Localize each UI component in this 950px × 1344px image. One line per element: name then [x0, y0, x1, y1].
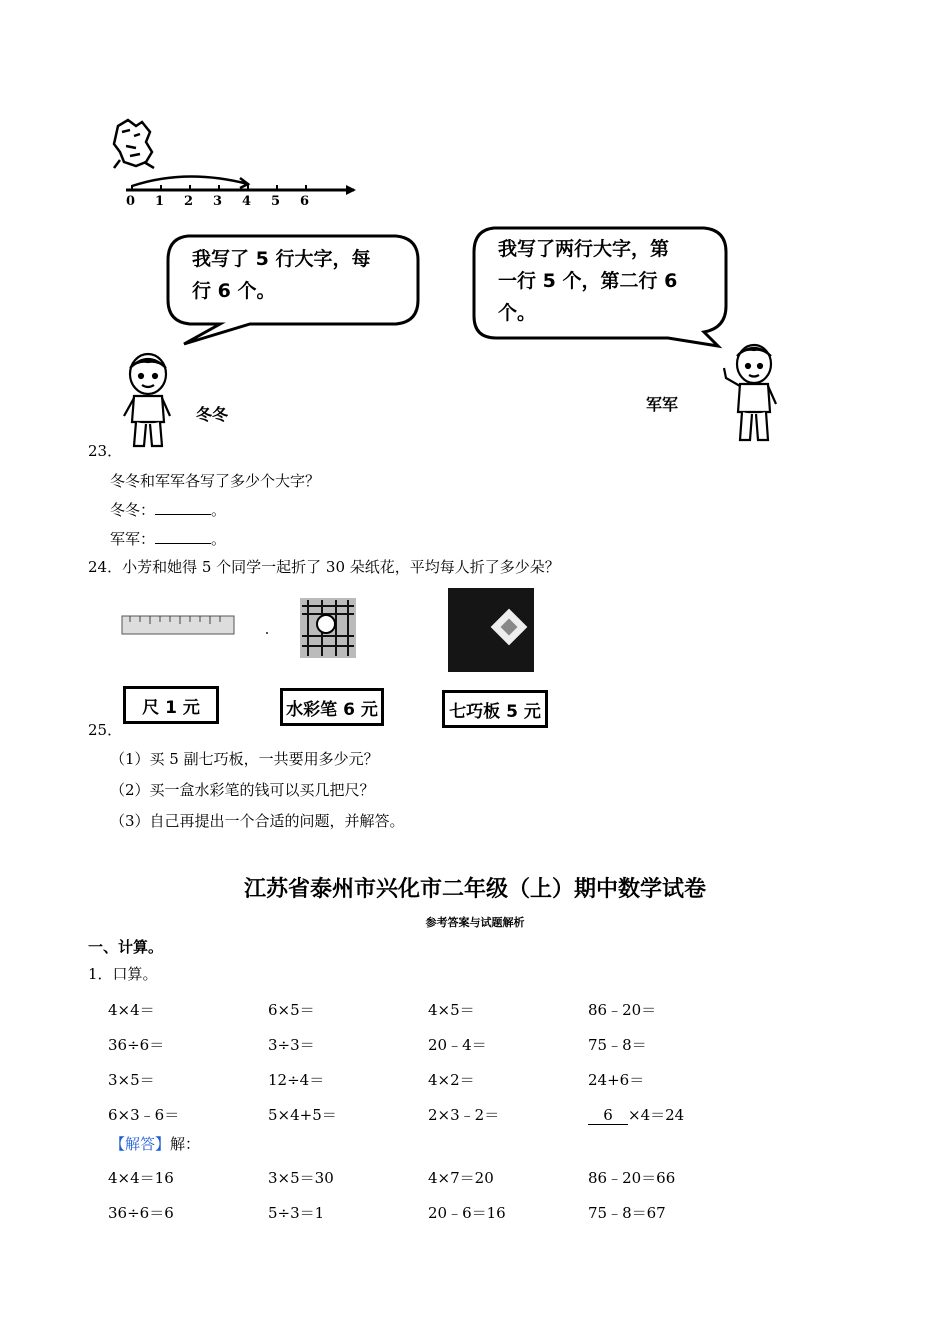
answer: 4×7＝20 [428, 1169, 494, 1187]
tick-label: 1 [155, 194, 165, 209]
section-heading: 一、计算。 [88, 938, 164, 956]
question-24-text: 24．小芳和她得 5 个同学一起折了 30 朵纸花，平均每人折了多少朵？ [88, 558, 560, 576]
price-tag-tangram: 七巧板 5 元 [442, 690, 548, 728]
answer: 4×4＝16 [108, 1169, 174, 1187]
bubble-line: 我写了 5 行大字，每 [192, 248, 371, 270]
answer-line-junjun [110, 529, 226, 549]
exercise: 3×5＝ [108, 1071, 155, 1089]
answer: 75﹣8＝67 [588, 1204, 666, 1222]
answer-line-dongdong [110, 500, 226, 520]
exercise: 4×5＝ [428, 1001, 475, 1019]
question-25-sub-3: （3）自己再提出一个合适的问题，并解答。 [110, 812, 405, 830]
tick-label: 6 [300, 194, 310, 209]
boy-junjun-icon [720, 342, 784, 446]
answer: 36÷6＝6 [108, 1204, 174, 1222]
exercise: 4×2＝ [428, 1071, 475, 1089]
question-25-number: 25． [88, 721, 123, 739]
answer: 3×5＝30 [268, 1169, 334, 1187]
tick-label: 4 [242, 194, 252, 209]
exercise: 6×5＝ [268, 1001, 315, 1019]
bubble-line: 行 6 个。 [192, 280, 276, 302]
exercise-fill-in [588, 1104, 684, 1125]
question-23-number: 23． [88, 442, 123, 460]
period: 。 [211, 530, 227, 548]
tick-label: 0 [126, 194, 136, 209]
question-25-sub-2: （2）买一盒水彩笔的钱可以买几把尺？ [110, 781, 375, 799]
bubble-line: 一行 5 个，第二行 6 [498, 270, 678, 292]
number-line-ticks [120, 192, 350, 210]
answer-key-title: 江苏省泰州市兴化市二年级（上）期中数学试卷 [243, 876, 706, 902]
ruler-image [120, 612, 270, 640]
answer: 5÷3＝1 [268, 1204, 325, 1222]
question-25-sub-1: （1）买 5 副七巧板，一共要用多少元？ [110, 750, 379, 768]
exercise: 20﹣4＝ [428, 1036, 487, 1054]
answer-heading [110, 1134, 200, 1154]
answer-blank[interactable] [155, 529, 211, 544]
exercise: 86﹣20＝ [588, 1001, 657, 1019]
filled-blank: 6 [588, 1106, 628, 1125]
question-23-text: 冬冬和军军各写了多少个大字？ [110, 472, 321, 490]
answer-label: 冬冬： [110, 501, 156, 519]
name-junjun: 军军 [646, 395, 679, 414]
exercise: 36÷6＝ [108, 1036, 165, 1054]
bubble-line: 我写了两行大字，第 [498, 238, 670, 260]
answer-blank[interactable] [155, 500, 211, 515]
exercise: 5×4+5＝ [268, 1106, 337, 1124]
answer-suffix: 解： [170, 1135, 201, 1153]
exercise: 4×4＝ [108, 1001, 155, 1019]
exercise: 12÷4＝ [268, 1071, 325, 1089]
period: 。 [211, 501, 227, 519]
kangaroo-icon [114, 120, 154, 168]
exercise: 75﹣8＝ [588, 1036, 647, 1054]
exercise: 3÷3＝ [268, 1036, 315, 1054]
speech-bubble-left-text [192, 243, 370, 307]
exercise: 6×3﹣6＝ [108, 1106, 180, 1124]
price-tag-watercolor-pens: 水彩笔 6 元 [280, 688, 384, 726]
answer-key-subtitle: 参考答案与试题解析 [425, 916, 525, 929]
tick-label: 3 [213, 194, 223, 209]
bubble-line: 个。 [498, 302, 537, 324]
tick-label: 2 [184, 194, 194, 209]
watercolor-pens-image [298, 596, 358, 660]
question-1-label: 1．口算。 [88, 965, 158, 983]
exercise: 24+6＝ [588, 1071, 645, 1089]
exercise: 2×3﹣2＝ [428, 1106, 500, 1124]
answer-tag: 【解答】 [110, 1135, 171, 1153]
answer: 86﹣20＝66 [588, 1169, 676, 1187]
name-dongdong: 冬冬 [196, 405, 229, 424]
tangram-image [448, 588, 534, 672]
price-tag-ruler: 尺 1 元 [123, 686, 219, 724]
tick-label: 5 [271, 194, 281, 209]
speech-bubble-right-text [498, 233, 677, 329]
exercise-tail: ×4＝24 [628, 1106, 685, 1124]
answer: 20﹣6＝16 [428, 1204, 506, 1222]
boy-dongdong-icon [118, 352, 178, 454]
answer-label: 军军： [110, 530, 156, 548]
